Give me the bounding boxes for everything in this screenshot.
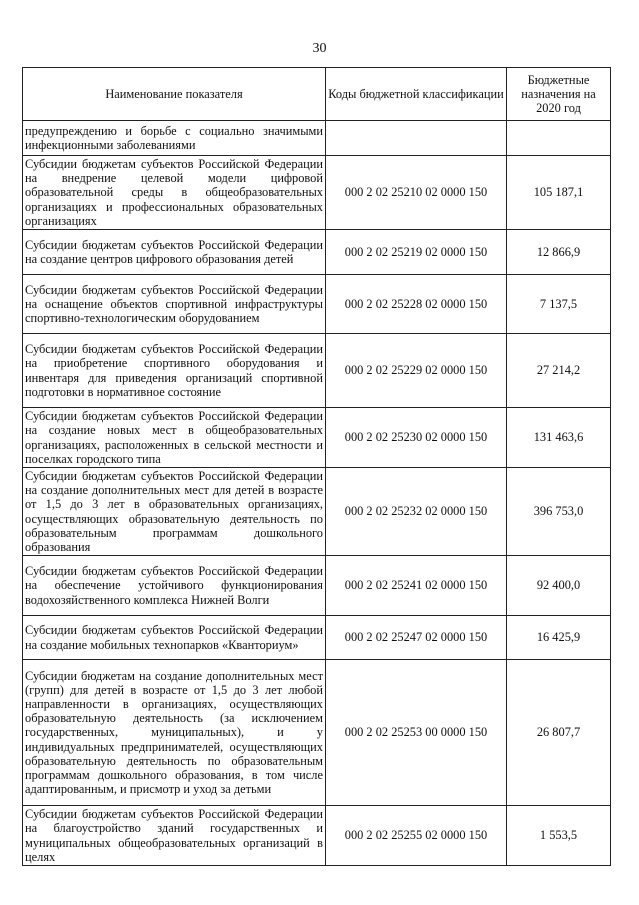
- table-header-row: [23, 68, 611, 121]
- indicator-name: предупреждению и борьбе с социально значимыми инфекционными заболеваниями: [23, 121, 326, 156]
- table-row: [23, 275, 611, 334]
- table-row: [23, 616, 611, 660]
- indicator-name: Субсидии бюджетам субъектов Российской Федерации на благоустройство зданий государственных и муниципальных общеобразовательных организаций в целях: [23, 806, 326, 866]
- indicator-name: Субсидии бюджетам субъектов Российской Федерации на создание новых мест в общеобразовательных организациях, расположенных в сельской местности и поселках городского типа: [23, 408, 326, 468]
- table-row: [23, 408, 611, 468]
- budget-code: 000 2 02 25255 02 0000 150: [326, 806, 507, 866]
- budget-amount: 16 425,9: [507, 616, 611, 660]
- budget-code: 000 2 02 25210 02 0000 150: [326, 156, 507, 230]
- indicator-name: Субсидии бюджетам субъектов Российской Федерации на обеспечение устойчивого функционирования водохозяйственного комплекса Нижней Волги: [23, 556, 326, 616]
- indicator-name: Субсидии бюджетам субъектов Российской Федерации на создание дополнительных мест для детей в возрасте от 1,5 до 3 лет в образовательных организациях, осуществляющих образовательную деятельность по образовательным программам дошкольного образования: [23, 468, 326, 556]
- budget-code: 000 2 02 25229 02 0000 150: [326, 334, 507, 408]
- indicator-name: Субсидии бюджетам субъектов Российской Федерации на приобретение спортивного оборудования и инвентаря для приведения организаций спортивной подготовки в нормативное состояние: [23, 334, 326, 408]
- page-number: 30: [312, 41, 327, 56]
- budget-amount: [507, 121, 611, 156]
- budget-table: [22, 67, 611, 866]
- table-row: [23, 468, 611, 556]
- table-row: [23, 156, 611, 230]
- budget-code: 000 2 02 25232 02 0000 150: [326, 468, 507, 556]
- budget-code: [326, 121, 507, 156]
- indicator-name: Субсидии бюджетам субъектов Российской Федерации на создание мобильных технопарков «Кванториум»: [23, 616, 326, 660]
- table-row: [23, 230, 611, 275]
- budget-code: 000 2 02 25230 02 0000 150: [326, 408, 507, 468]
- table-row: [23, 121, 611, 156]
- indicator-name: Субсидии бюджетам субъектов Российской Федерации на оснащение объектов спортивной инфраструктуры спортивно-технологическим оборудованием: [23, 275, 326, 334]
- budget-amount: 1 553,5: [507, 806, 611, 866]
- budget-code: 000 2 02 25228 02 0000 150: [326, 275, 507, 334]
- budget-code: 000 2 02 25253 00 0000 150: [326, 660, 507, 806]
- header-budget-code: Коды бюджетной классификации: [326, 68, 507, 121]
- budget-amount: 396 753,0: [507, 468, 611, 556]
- table-row: [23, 806, 611, 866]
- budget-code: 000 2 02 25219 02 0000 150: [326, 230, 507, 275]
- indicator-name: Субсидии бюджетам на создание дополнительных мест (групп) для детей в возрасте от 1,5 до 3 лет любой направленности в организациях, осуществляющих образовательную деятельность (за исключением государственных, муниципальных), и у индивидуальных предпринимателей, осуществляющих образовательную деятельность по образовательным программам дошкольного образования, в том числе адаптированным, и присмотр и уход за детьми: [23, 660, 326, 806]
- table-row: [23, 556, 611, 616]
- budget-amount: 131 463,6: [507, 408, 611, 468]
- table-row: [23, 334, 611, 408]
- header-indicator-name: Наименование показателя: [23, 68, 326, 121]
- budget-amount: 7 137,5: [507, 275, 611, 334]
- budget-amount: 105 187,1: [507, 156, 611, 230]
- budget-amount: 26 807,7: [507, 660, 611, 806]
- budget-amount: 27 214,2: [507, 334, 611, 408]
- indicator-name: Субсидии бюджетам субъектов Российской Федерации на внедрение целевой модели цифровой образовательной среды в общеобразовательных организациях и профессиональных образовательных организациях: [23, 156, 326, 230]
- budget-code: 000 2 02 25241 02 0000 150: [326, 556, 507, 616]
- budget-code: 000 2 02 25247 02 0000 150: [326, 616, 507, 660]
- table-row: [23, 660, 611, 806]
- budget-amount: 92 400,0: [507, 556, 611, 616]
- budget-amount: 12 866,9: [507, 230, 611, 275]
- header-budget-amount: Бюджетные назначения на 2020 год: [507, 68, 611, 121]
- indicator-name: Субсидии бюджетам субъектов Российской Федерации на создание центров цифрового образования детей: [23, 230, 326, 275]
